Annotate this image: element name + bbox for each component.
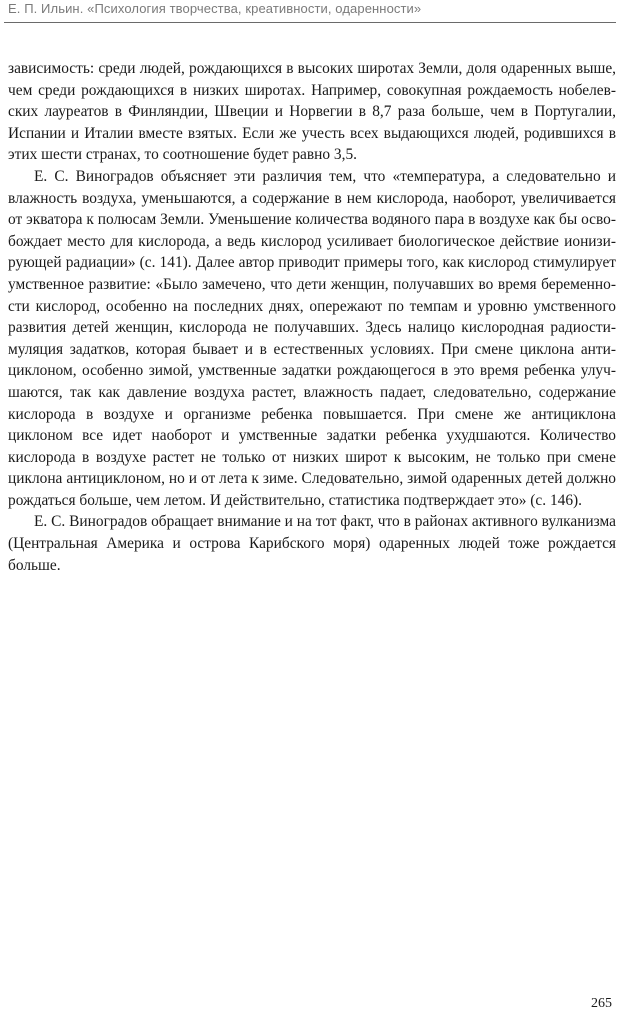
running-head: Е. П. Ильин. «Психология творчества, креативности, одаренности» <box>8 1 422 16</box>
paragraph-volcanism: Е. С. Виноградов обращает внимание и на тот факт, что в районах активного вулканизма (Центральная Америка и острова Карибского моря) одаренных людей тоже рождается больше. <box>8 513 616 574</box>
body-text <box>8 58 616 576</box>
header-rule <box>4 22 616 23</box>
paragraph-vinogradov-explanation: Е. С. Виноградов объясняет эти различия тем, что «температура, а следовательно и влажность воздуха, уменьшаются, а содержание в нем кислорода, наоборот, увеличивается от экватора к полюсам Земли. Уменьшение количества водяного пара в воздухе как бы освобождает место для кислорода, а ведь кислород усиливает биологическое действие ионизирующей радиации» (с. 141). Далее автор приводит примеры того, как кислород стимулирует умственное развитие: «Было замечено, что дети женщин, получавших во время беременности кислород, особенно на последних днях, опережают по темпам и уровню умственного развития детей женщин, кислорода не получавших. Здесь налицо кислородная радиостимуляция задатков, которая бывает и в естественных условиях. При смене циклона антициклоном, особенно зимой, умственные задатки рождающегося в это время ребенка улучшаются, так как давление воздуха растет, влажность падает, следовательно, содержание кислорода в воздухе и организме ребенка повышается. При смене же антициклона циклоном все идет наоборот и умственные задатки ребенка ухудшаются. Количество кислорода в воздухе растет не только от низких широт к высоким, не только при смене циклона антициклоном, но и от лета к зиме. Следовательно, зимой одаренных детей должно рождаться больше, чем летом. И действительно, статистика подтверждает это» (с. 146). <box>8 167 616 509</box>
paragraph-continuation: зависимость: среди людей, рождающихся в высоких широтах Земли, доля одаренных выше, чем среди рождающихся в низких широтах. Например, совокупная рождаемость нобелевских лауреатов в Финляндии, Швеции и Норвегии в 8,7 раза больше, чем в Португалии, Испании и Италии вместе взятых. Если же учесть всех выдающихся людей, родившихся в этих шести странах, то соотношение будет равно 3,5. <box>8 60 616 164</box>
page-number: 265 <box>591 996 612 1011</box>
